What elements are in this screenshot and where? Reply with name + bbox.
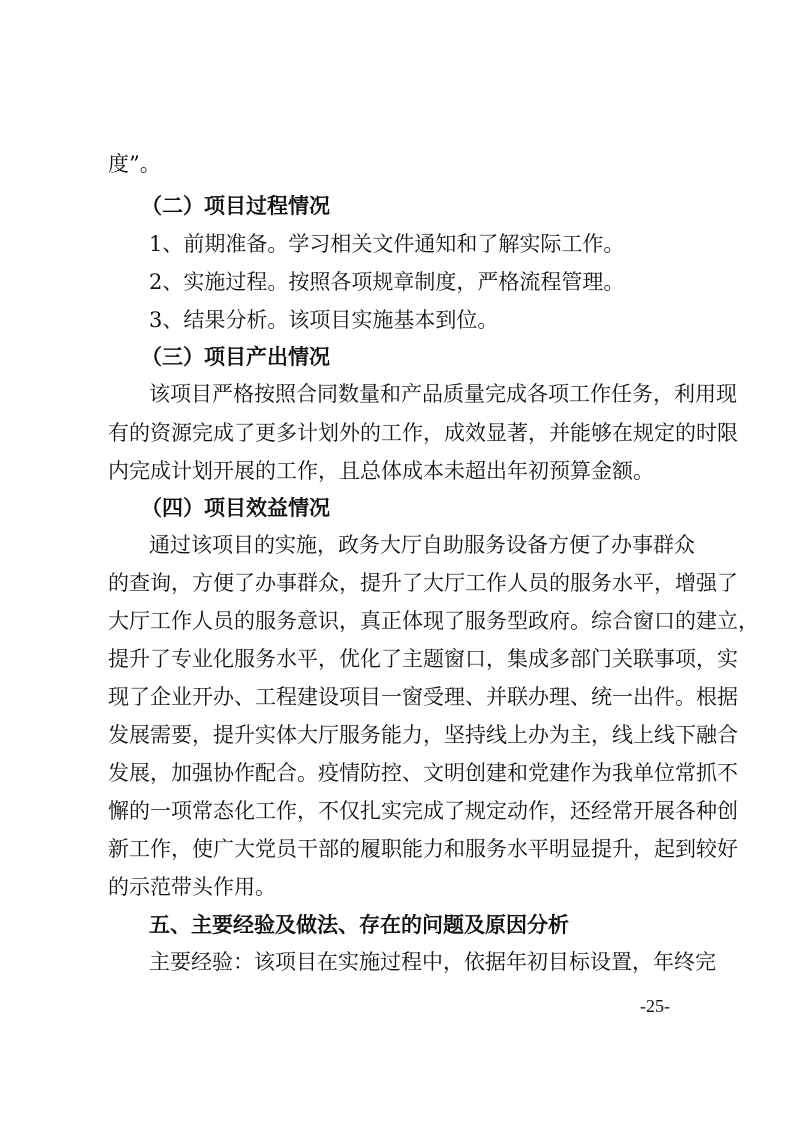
section-heading-benefit: （四）项目效益情况 [141,496,330,520]
benefit-paragraph-line: 现了企业开办、工程建设项目一窗受理、并联办理、统一出件。根据 [108,685,738,709]
benefit-paragraph-line: 通过该项目的实施，政务大厅自助服务设备方便了办事群众 [149,533,695,557]
output-paragraph-line: 有的资源完成了更多计划外的工作，成效显著，并能够在规定的时限 [108,421,738,445]
benefit-paragraph-line: 发展，加强协作配合。疫情防控、文明创建和党建作为我单位常抓不 [108,761,738,785]
benefit-paragraph-line: 懈的一项常态化工作，不仅扎实完成了规定动作，还经常开展各种创 [108,799,738,823]
page-number: -25- [640,996,670,1016]
benefit-paragraph-line: 大厅工作人员的服务意识，真正体现了服务型政府。综合窗口的建立， [108,609,759,633]
benefit-paragraph-line: 提升了专业化服务水平，优化了主题窗口，集成多部门关联事项，实 [108,647,738,671]
paragraph-continuation: 度”。 [108,152,161,176]
benefit-paragraph-line: 的示范带头作用。 [108,875,276,899]
process-item-3: 3、结果分析。该项目实施基本到位。 [149,308,499,332]
experience-paragraph-line: 主要经验：该项目在实施过程中，依据年初目标设置，年终完 [149,950,716,974]
benefit-paragraph-line: 新工作，使广大党员干部的履职能力和服务水平明显提升，起到较好 [108,837,738,861]
benefit-paragraph-line: 发展需要，提升实体大厅服务能力，坚持线上办为主，线上线下融合 [108,723,738,747]
process-item-1: 1、前期准备。学习相关文件通知和了解实际工作。 [149,232,625,256]
output-paragraph-line: 内完成计划开展的工作，且总体成本未超出年初预算金额。 [108,459,654,483]
section-heading-process: （二）项目过程情况 [141,194,330,218]
chapter-heading-experience: 五、主要经验及做法、存在的问题及原因分析 [149,913,569,937]
process-item-2: 2、实施过程。按照各项规章制度，严格流程管理。 [149,270,625,294]
output-paragraph-line: 该项目严格按照合同数量和产品质量完成各项工作任务，利用现 [149,382,737,406]
section-heading-output: （三）项目产出情况 [141,345,330,369]
benefit-paragraph-line: 的查询，方便了办事群众，提升了大厅工作人员的服务水平，增强了 [108,571,738,595]
